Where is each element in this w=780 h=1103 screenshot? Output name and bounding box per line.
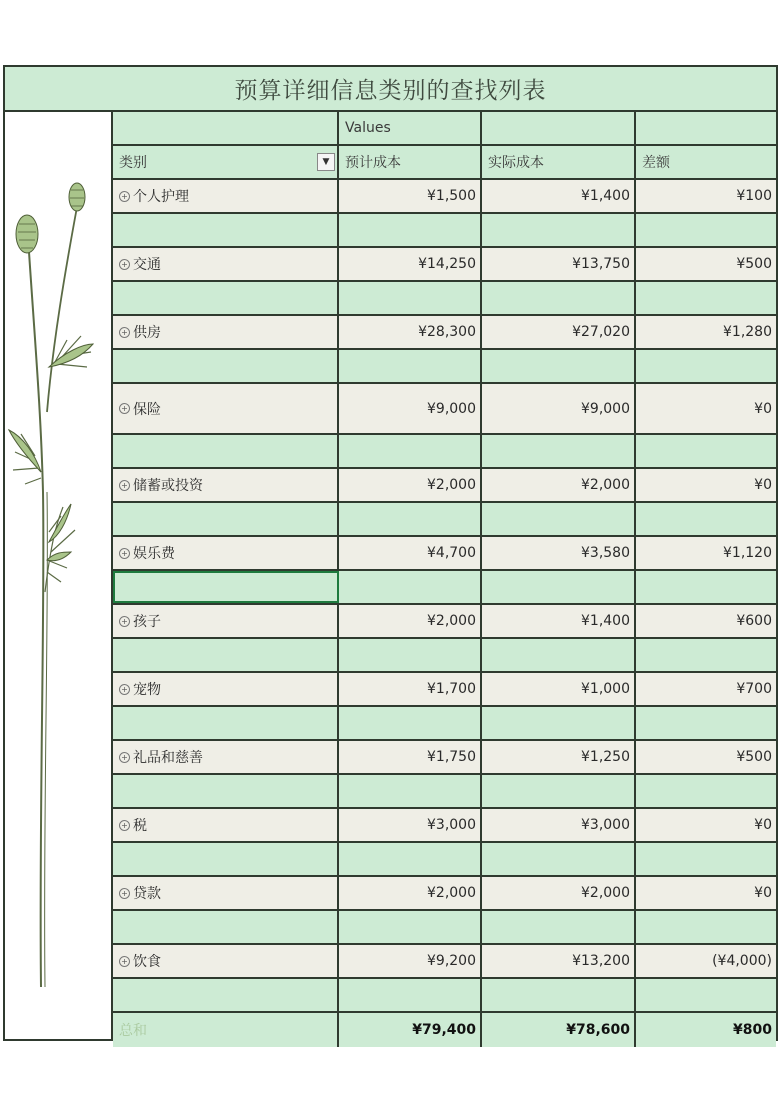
total-diff-cell[interactable] — [636, 1013, 776, 1047]
empty-cell[interactable] — [339, 282, 482, 314]
planned-header-cell[interactable] — [339, 146, 482, 178]
plus-circle-icon[interactable]: + — [119, 684, 130, 695]
actual-cost-cell[interactable] — [482, 673, 636, 705]
empty-cell[interactable] — [636, 571, 776, 603]
empty-cell[interactable] — [636, 707, 776, 739]
spacer-row — [113, 350, 776, 384]
planned-cost-cell[interactable] — [339, 741, 482, 773]
empty-cell[interactable] — [636, 639, 776, 671]
actual-cost-value: ¥27,020 — [572, 324, 630, 340]
difference-cell[interactable] — [636, 384, 776, 433]
sheet-title: 预算详细信息类别的查找列表 — [5, 67, 776, 112]
empty-cell[interactable] — [339, 843, 482, 875]
category-label: 个人护理 — [133, 189, 189, 205]
category-cell[interactable] — [113, 605, 339, 637]
total-row — [113, 1013, 776, 1047]
difference-value: ¥0 — [754, 477, 772, 493]
category-header-cell[interactable] — [113, 146, 339, 178]
difference-value: ¥500 — [736, 749, 772, 765]
category-label: 税 — [133, 818, 147, 834]
difference-cell[interactable] — [636, 673, 776, 705]
plus-circle-icon[interactable]: + — [119, 327, 130, 338]
spacer-row — [113, 911, 776, 945]
planned-cost-cell[interactable] — [339, 877, 482, 909]
actual-cost-value: ¥1,400 — [581, 188, 630, 204]
table-row — [113, 877, 776, 911]
actual-cost-value: ¥13,750 — [572, 256, 630, 272]
category-header-label: 类别 — [119, 155, 147, 171]
plus-circle-icon[interactable]: + — [119, 820, 130, 831]
difference-value: ¥100 — [736, 188, 772, 204]
planned-cost-cell[interactable] — [339, 248, 482, 280]
planned-cost-value: ¥4,700 — [427, 545, 476, 561]
empty-cell[interactable] — [113, 282, 339, 314]
actual-cost-value: ¥3,000 — [581, 817, 630, 833]
empty-cell[interactable] — [113, 775, 339, 807]
actual-cost-value: ¥13,200 — [572, 953, 630, 969]
spacer-row — [113, 639, 776, 673]
empty-cell[interactable] — [339, 979, 482, 1011]
empty-cell[interactable] — [482, 911, 636, 943]
difference-cell[interactable] — [636, 180, 776, 212]
plus-circle-icon[interactable]: + — [119, 548, 130, 559]
empty-cell[interactable] — [339, 435, 482, 467]
empty-cell[interactable] — [113, 911, 339, 943]
empty-cell[interactable] — [636, 979, 776, 1011]
empty-cell[interactable] — [482, 979, 636, 1011]
category-label: 娱乐费 — [133, 546, 175, 562]
table-row — [113, 945, 776, 979]
empty-cell[interactable] — [339, 571, 482, 603]
empty-cell[interactable] — [339, 775, 482, 807]
spacer-row — [113, 979, 776, 1013]
category-cell[interactable] — [113, 741, 339, 773]
total-actual-value: ¥78,600 — [566, 1022, 630, 1038]
difference-cell[interactable] — [636, 605, 776, 637]
empty-cell[interactable] — [636, 350, 776, 382]
actual-header-cell[interactable] — [482, 146, 636, 178]
spacer-row — [113, 435, 776, 469]
difference-cell[interactable] — [636, 537, 776, 569]
planned-cost-value: ¥1,500 — [427, 188, 476, 204]
actual-cost-cell[interactable] — [482, 469, 636, 501]
empty-cell[interactable] — [113, 435, 339, 467]
table-row — [113, 469, 776, 503]
empty-cell[interactable] — [636, 435, 776, 467]
total-actual-cell[interactable] — [482, 1013, 636, 1047]
empty-cell[interactable] — [482, 503, 636, 535]
plus-circle-icon[interactable]: + — [119, 616, 130, 627]
actual-cost-cell[interactable] — [482, 384, 636, 433]
category-cell[interactable] — [113, 248, 339, 280]
planned-cost-cell[interactable] — [339, 809, 482, 841]
difference-cell[interactable] — [636, 316, 776, 348]
planned-cost-value: ¥2,000 — [427, 885, 476, 901]
empty-cell[interactable] — [482, 571, 636, 603]
values-label: Values — [345, 120, 391, 136]
spacer-row — [113, 775, 776, 809]
planned-cost-cell[interactable] — [339, 605, 482, 637]
actual-cost-cell[interactable] — [482, 180, 636, 212]
empty-cell[interactable] — [482, 707, 636, 739]
difference-value: (¥4,000) — [712, 953, 772, 969]
planned-cost-cell[interactable] — [339, 384, 482, 433]
actual-header-label: 实际成本 — [488, 155, 544, 171]
category-label: 贷款 — [133, 886, 161, 902]
category-label: 礼品和慈善 — [133, 750, 203, 766]
empty-cell[interactable] — [482, 282, 636, 314]
spacer-row — [113, 214, 776, 248]
category-cell[interactable] — [113, 945, 339, 977]
pivot-body — [113, 180, 776, 1013]
empty-cell[interactable] — [636, 843, 776, 875]
selected-cell[interactable] — [113, 571, 339, 603]
empty-cell[interactable] — [113, 639, 339, 671]
category-cell[interactable] — [113, 877, 339, 909]
table-row — [113, 537, 776, 571]
difference-value: ¥1,280 — [723, 324, 772, 340]
actual-cost-cell[interactable] — [482, 945, 636, 977]
empty-cell[interactable] — [636, 911, 776, 943]
table-row — [113, 673, 776, 707]
planned-header-label: 预计成本 — [345, 155, 401, 171]
plus-circle-icon[interactable]: + — [119, 259, 130, 270]
planned-cost-cell[interactable] — [339, 945, 482, 977]
planned-cost-value: ¥2,000 — [427, 613, 476, 629]
category-label: 交通 — [133, 257, 161, 273]
plus-circle-icon[interactable]: + — [119, 403, 130, 414]
values-header-cell[interactable] — [339, 112, 482, 144]
spacer-row — [113, 707, 776, 741]
planned-cost-cell[interactable] — [339, 316, 482, 348]
category-label: 供房 — [133, 325, 161, 341]
empty-cell[interactable] — [339, 639, 482, 671]
actual-cost-cell[interactable] — [482, 809, 636, 841]
actual-cost-value: ¥1,400 — [581, 613, 630, 629]
total-planned-value: ¥79,400 — [412, 1022, 476, 1038]
table-row — [113, 180, 776, 214]
category-label: 宠物 — [133, 682, 161, 698]
table-row — [113, 316, 776, 350]
empty-cell[interactable] — [482, 435, 636, 467]
empty-cell[interactable] — [636, 214, 776, 246]
empty-cell[interactable] — [482, 775, 636, 807]
header-cell-blank[interactable] — [482, 112, 636, 144]
table-row — [113, 741, 776, 775]
planned-cost-cell[interactable] — [339, 673, 482, 705]
category-label: 保险 — [133, 401, 161, 418]
pivot-table — [113, 112, 776, 1047]
category-label: 孩子 — [133, 614, 161, 630]
total-label-cell[interactable] — [113, 1013, 339, 1047]
empty-cell[interactable] — [113, 843, 339, 875]
planned-cost-cell[interactable] — [339, 537, 482, 569]
table-row — [113, 384, 776, 435]
empty-cell[interactable] — [482, 639, 636, 671]
empty-cell[interactable] — [113, 350, 339, 382]
total-planned-cell[interactable] — [339, 1013, 482, 1047]
difference-cell[interactable] — [636, 248, 776, 280]
spacer-row — [113, 282, 776, 316]
spacer-row — [113, 503, 776, 537]
empty-cell[interactable] — [339, 707, 482, 739]
actual-cost-value: ¥2,000 — [581, 477, 630, 493]
planned-cost-value: ¥3,000 — [427, 817, 476, 833]
category-cell[interactable] — [113, 537, 339, 569]
plant-illustration — [5, 112, 113, 1039]
category-cell[interactable] — [113, 809, 339, 841]
category-label: 储蓄或投资 — [133, 478, 203, 494]
difference-value: ¥0 — [754, 817, 772, 833]
difference-value: ¥0 — [754, 885, 772, 901]
actual-cost-cell[interactable] — [482, 741, 636, 773]
planned-cost-cell[interactable] — [339, 469, 482, 501]
planned-cost-value: ¥9,000 — [427, 400, 476, 417]
plus-circle-icon[interactable]: + — [119, 480, 130, 491]
pivot-sheet — [3, 65, 778, 1041]
empty-cell[interactable] — [113, 979, 339, 1011]
planned-cost-value: ¥2,000 — [427, 477, 476, 493]
empty-cell[interactable] — [339, 503, 482, 535]
category-cell[interactable] — [113, 469, 339, 501]
difference-value: ¥1,120 — [723, 545, 772, 561]
planned-cost-cell[interactable] — [339, 180, 482, 212]
difference-cell[interactable] — [636, 809, 776, 841]
empty-cell[interactable] — [482, 843, 636, 875]
actual-cost-cell[interactable] — [482, 605, 636, 637]
empty-cell[interactable] — [636, 282, 776, 314]
category-cell[interactable] — [113, 384, 339, 433]
pivot-column-header-row — [113, 146, 776, 180]
total-diff-value: ¥800 — [733, 1022, 772, 1038]
empty-cell[interactable] — [636, 775, 776, 807]
category-cell[interactable] — [113, 673, 339, 705]
plus-circle-icon[interactable]: + — [119, 752, 130, 763]
difference-value: ¥500 — [736, 256, 772, 272]
category-cell[interactable] — [113, 316, 339, 348]
actual-cost-value: ¥1,250 — [581, 749, 630, 765]
diff-header-cell[interactable] — [636, 146, 776, 178]
empty-cell[interactable] — [339, 350, 482, 382]
difference-value: ¥0 — [754, 400, 772, 417]
actual-cost-cell[interactable] — [482, 248, 636, 280]
category-cell[interactable] — [113, 180, 339, 212]
empty-cell[interactable] — [636, 503, 776, 535]
plant-icon — [5, 112, 111, 1039]
planned-cost-value: ¥14,250 — [418, 256, 476, 272]
difference-value: ¥700 — [736, 681, 772, 697]
difference-cell[interactable] — [636, 469, 776, 501]
category-label: 饮食 — [133, 954, 161, 970]
header-cell-blank[interactable] — [113, 112, 339, 144]
difference-cell[interactable] — [636, 877, 776, 909]
actual-cost-value: ¥3,580 — [581, 545, 630, 561]
empty-cell[interactable] — [113, 707, 339, 739]
empty-cell[interactable] — [113, 214, 339, 246]
spacer-row — [113, 843, 776, 877]
planned-cost-value: ¥9,200 — [427, 953, 476, 969]
empty-cell[interactable] — [113, 503, 339, 535]
spacer-row — [113, 571, 776, 605]
diff-header-label: 差额 — [642, 155, 670, 171]
table-row — [113, 605, 776, 639]
difference-cell[interactable] — [636, 945, 776, 977]
plus-circle-icon[interactable]: + — [119, 191, 130, 202]
actual-cost-value: ¥1,000 — [581, 681, 630, 697]
actual-cost-value: ¥9,000 — [581, 400, 630, 417]
planned-cost-value: ¥1,700 — [427, 681, 476, 697]
empty-cell[interactable] — [482, 350, 636, 382]
empty-cell[interactable] — [482, 214, 636, 246]
actual-cost-cell[interactable] — [482, 537, 636, 569]
empty-cell[interactable] — [339, 214, 482, 246]
plus-circle-icon[interactable]: + — [119, 888, 130, 899]
total-label: 总和 — [119, 1023, 147, 1039]
empty-cell[interactable] — [339, 911, 482, 943]
dropdown-arrow-icon[interactable]: ▼ — [317, 153, 335, 171]
table-row — [113, 248, 776, 282]
planned-cost-value: ¥28,300 — [418, 324, 476, 340]
pivot-values-row — [113, 112, 776, 146]
actual-cost-cell[interactable] — [482, 316, 636, 348]
plus-circle-icon[interactable]: + — [119, 956, 130, 967]
actual-cost-value: ¥2,000 — [581, 885, 630, 901]
difference-cell[interactable] — [636, 741, 776, 773]
planned-cost-value: ¥1,750 — [427, 749, 476, 765]
table-row — [113, 809, 776, 843]
actual-cost-cell[interactable] — [482, 877, 636, 909]
difference-value: ¥600 — [736, 613, 772, 629]
header-cell-blank[interactable] — [636, 112, 776, 144]
